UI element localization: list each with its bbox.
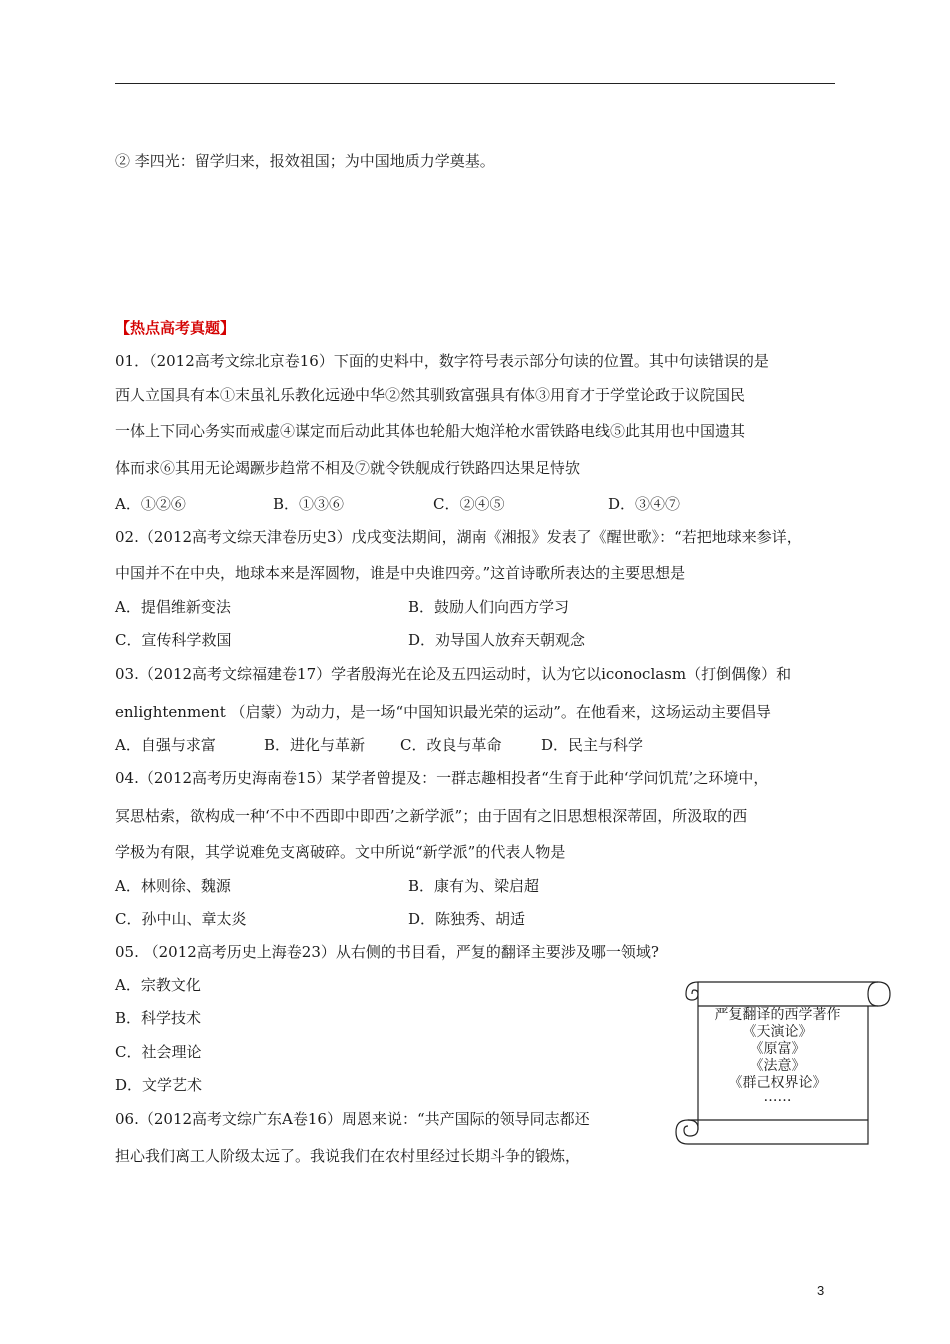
- q06-stem-line-1: 06.（2012高考文综广东A卷16）周恩来说：“共产国际的领导同志都还: [115, 1110, 590, 1128]
- page-number: 3: [817, 1283, 825, 1298]
- scroll-ellipsis: ……: [763, 1089, 792, 1105]
- scroll-book-2: 《原富》: [749, 1041, 806, 1057]
- q01-stem-line-1: 01．（2012高考文综北京卷16）下面的史料中，数字符号表示部分句读的位置。其中句读错误的是: [115, 352, 769, 370]
- q04-stem-line-2: 冥思枯索，欲构成一种‘不中不西即中即西’之新学派”；由于固有之旧思想根深蒂固，所汲取的西: [115, 807, 748, 825]
- q01-option-a: A．①②⑥: [115, 495, 186, 513]
- q04-stem-line-1: 04.（2012高考历史海南卷15）某学者曾提及：一群志趣相投者“生育于此种‘学问饥荒’之环境中，: [115, 769, 769, 787]
- q05-option-c: C．社会理论: [115, 1043, 202, 1061]
- q02-stem-line-2: 中国并不在中央，地球本来是浑圆物，谁是中央谁四旁。”这首诗歌所表达的主要思想是: [115, 564, 686, 582]
- section-title: 【热点高考真题】: [115, 319, 236, 337]
- q01-stem-line-4: 体而求⑥其用无论竭蹶步趋常不相及⑦就令铁舰成行铁路四达果足恃欤: [115, 459, 581, 477]
- scroll-book-4: 《群己权界论》: [728, 1075, 827, 1091]
- q02-option-d: D．劝导国人放弃天朝观念: [408, 631, 586, 649]
- q02-option-a: A．提倡维新变法: [115, 598, 231, 616]
- q05-option-d: D．文学艺术: [115, 1076, 203, 1094]
- q03-option-c: C．改良与革命: [400, 736, 502, 754]
- q05-option-b: B．科学技术: [115, 1009, 202, 1027]
- q02-option-c: C．宣传科学救国: [115, 631, 232, 649]
- scroll-heading: 严复翻译的西学著作: [714, 1007, 841, 1023]
- intro-line: ② 李四光：留学归来，报效祖国；为中国地质力学奠基。: [115, 152, 495, 170]
- q04-option-d: D．陈独秀、胡适: [408, 910, 526, 928]
- q04-option-c: C．孙中山、章太炎: [115, 910, 247, 928]
- scroll-booklist: [690, 1007, 865, 1105]
- q04-option-a: A．林则徐、魏源: [115, 877, 231, 895]
- scroll-book-1: 《天演论》: [742, 1024, 813, 1040]
- q01-stem-line-3: 一体上下同心务实而戒虚④谋定而后动此其体也轮船大炮洋枪水雷铁路电线⑤此其用也中国遗其: [115, 422, 746, 440]
- q01-stem-line-2: 西人立国具有本①末虽礼乐教化远逊中华②然其驯致富强具有体③用育才于学堂论政于议院国民: [115, 386, 746, 404]
- q03-option-b: B．进化与革新: [264, 736, 366, 754]
- q04-option-b: B．康有为、梁启超: [408, 877, 540, 895]
- q03-stem-line-1: 03.（2012高考文综福建卷17）学者殷海光在论及五四运动时，认为它以iconoclasm（打倒偶像）和: [115, 665, 792, 683]
- header-rule: [115, 83, 835, 84]
- scroll-book-3: 《法意》: [749, 1058, 806, 1074]
- q01-option-c: C．②④⑤: [433, 495, 505, 513]
- q03-stem-line-2: enlightenment （启蒙）为动力，是一场“中国知识最光荣的运动”。在他看来，这场运动主要倡导: [115, 703, 771, 721]
- q03-option-a: A．自强与求富: [115, 736, 216, 754]
- q03-option-d: D．民主与科学: [541, 736, 644, 754]
- q04-stem-line-3: 学极为有限，其学说难免支离破碎。文中所说“新学派”的代表人物是: [115, 843, 566, 861]
- q02-stem-line-1: 02.（2012高考文综天津卷历史3）戊戌变法期间，湖南《湘报》发表了《醒世歌》：“若把地球来参详，: [115, 528, 802, 546]
- q02-option-b: B．鼓励人们向西方学习: [408, 598, 570, 616]
- q01-option-b: B．①③⑥: [273, 495, 345, 513]
- q05-option-a: A．宗教文化: [115, 976, 201, 994]
- q06-stem-line-2: 担心我们离工人阶级太远了。我说我们在农村里经过长期斗争的锻炼，: [115, 1147, 581, 1165]
- q05-stem-line-1: 05. （2012高考历史上海卷23）从右侧的书目看，严复的翻译主要涉及哪一领域?: [115, 943, 659, 961]
- q01-option-d: D．③④⑦: [608, 495, 681, 513]
